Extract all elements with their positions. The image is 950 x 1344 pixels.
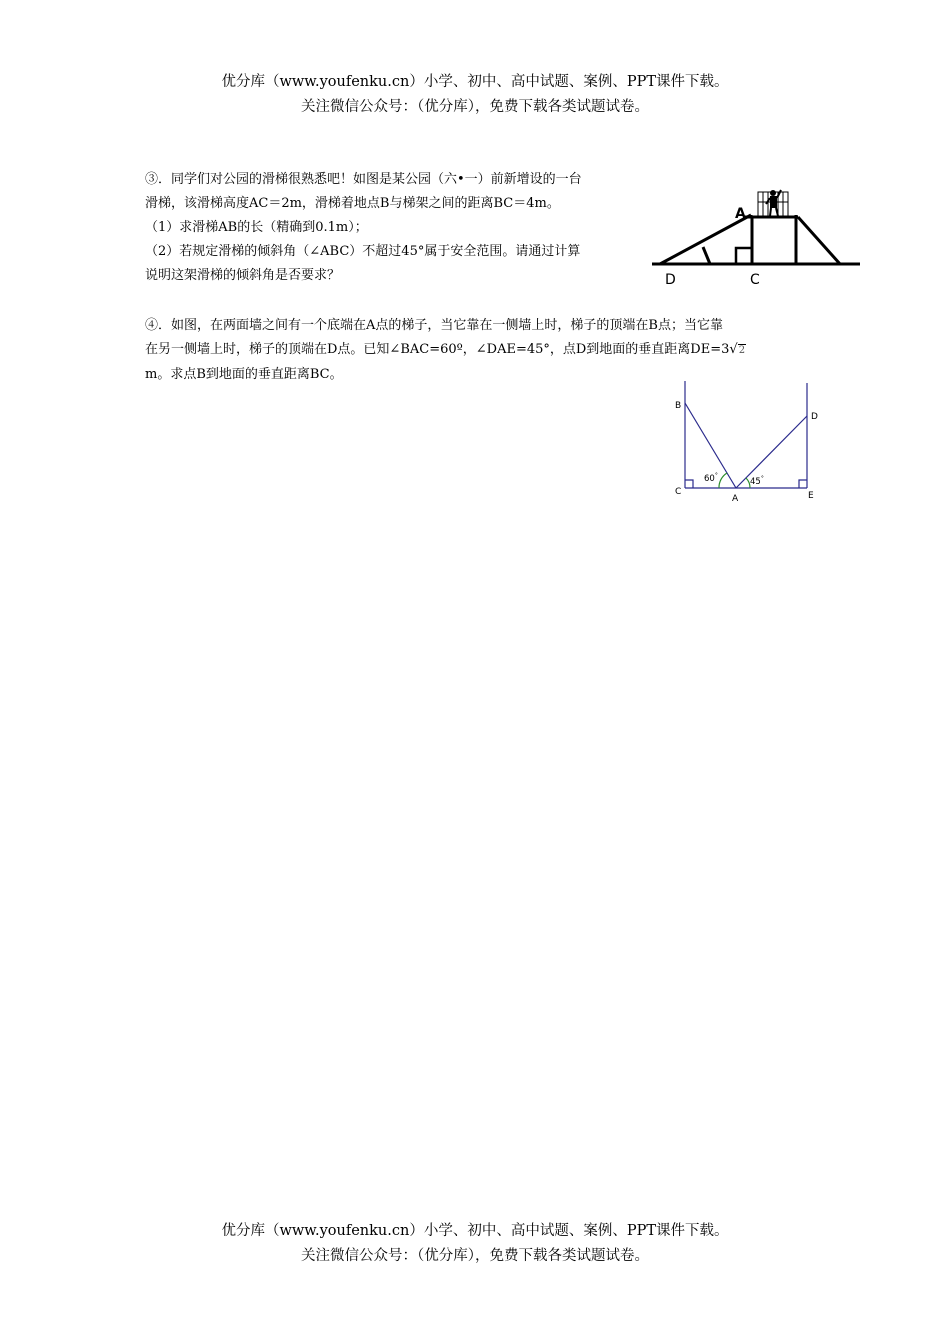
ladder-label-c: C — [675, 487, 682, 497]
problem-4-line-1: ④．如图，在两面墙之间有一个底端在A点的梯子，当它靠在一侧墙上时，梯子的顶端在B点；当它靠 — [145, 318, 723, 333]
stairs-slope — [798, 217, 840, 264]
angle-arc-60 — [719, 473, 727, 488]
problem-4 — [145, 314, 746, 387]
problem-4-line-2 — [145, 338, 746, 363]
support — [703, 247, 710, 264]
ladder-label-a: A — [732, 494, 739, 504]
ladder-label-d: D — [811, 412, 818, 422]
right-angle-e — [799, 480, 807, 488]
problem-4-line-2-text: 在另一侧墙上时，梯子的顶端在D点。已知∠BAC=60º，∠DAE=45°，点D到地面的垂直距离DE=3 — [145, 342, 730, 357]
footer-line-1: 优分库（www.youfenku.cn）小学、初中、高中试题、案例、PPT课件下载。 — [221, 1223, 729, 1239]
slide-figure — [648, 182, 863, 290]
header-line-2: 关注微信公众号：（优分库），免费下载各类试题试卷。 — [301, 99, 649, 115]
angle-label-60: 60° — [704, 472, 718, 484]
ladder-figure — [670, 378, 830, 508]
sqrt-radicand: 2 — [738, 345, 746, 356]
ladder-label-b: B — [675, 401, 682, 411]
problem-3-line-4: （2）若规定滑梯的倾斜角（∠ABC）不超过45°属于安全范围。请通过计算 — [145, 244, 581, 259]
sqrt-symbol: √2 — [729, 342, 746, 357]
problem-3 — [145, 168, 582, 288]
ladder-label-e: E — [808, 491, 814, 501]
problem-3-line-5: 说明这架滑梯的倾斜角是否要求？ — [145, 268, 341, 283]
problem-3-line-2: 滑梯，该滑梯高度AC＝2m，滑梯着地点B与梯架之间的距离BC＝4m。 — [145, 196, 560, 211]
slide-label-c: C — [750, 272, 760, 288]
header-line-1: 优分库（www.youfenku.cn）小学、初中、高中试题、案例、PPT课件下载。 — [221, 74, 729, 90]
right-angle-c — [685, 480, 693, 488]
angle-label-45: 45° — [750, 475, 764, 487]
slide-label-a: A — [735, 206, 746, 222]
problem-4-line-3: m。求点B到地面的垂直距离BC。 — [145, 367, 343, 382]
slide-label-d: D — [665, 272, 676, 288]
footer-line-2: 关注微信公众号：（优分库），免费下载各类试题试卷。 — [301, 1248, 649, 1264]
problem-3-line-1: ③．同学们对公园的滑梯很熟悉吧！如图是某公园（六•一）前新增设的一台 — [145, 172, 582, 187]
ladder-ad — [736, 416, 807, 488]
right-angle-mark — [736, 248, 752, 264]
problem-3-line-3: （1）求滑梯AB的长（精确到0.1m）； — [145, 220, 368, 235]
